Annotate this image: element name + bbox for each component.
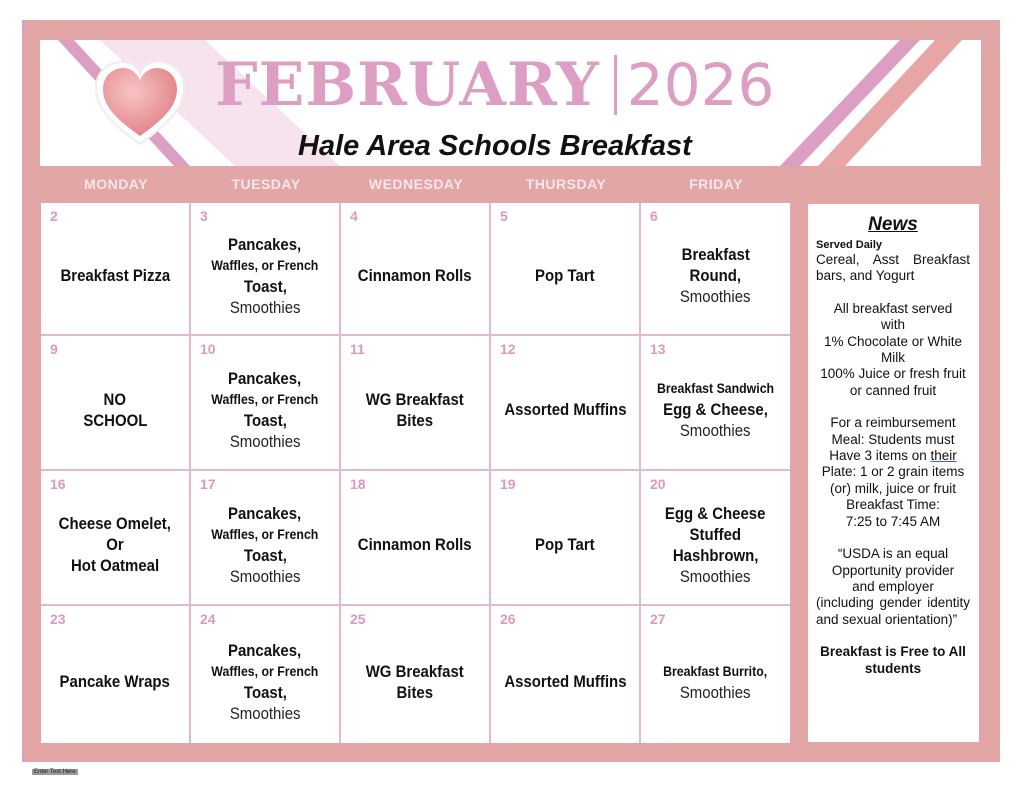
menu-item-line: Pancakes, xyxy=(228,503,302,523)
reimbursement-line-3: Have 3 items on their xyxy=(829,448,957,464)
reimbursement-line-1: For a reimbursement xyxy=(830,415,956,431)
day-header-thursday: THURSDAY xyxy=(525,176,607,192)
menu-item-line: Pop Tart xyxy=(535,535,595,554)
breakfast-time-label: Breakfast Time: xyxy=(846,497,940,513)
day-cell xyxy=(491,606,641,743)
day-cell xyxy=(641,336,790,471)
day-number: 13 xyxy=(650,341,666,357)
menu-item-line: Assorted Muffins xyxy=(503,672,627,691)
menu-item-line: Or xyxy=(106,535,124,554)
menu-text xyxy=(191,223,339,328)
menu-sub-line: Smoothies xyxy=(680,421,751,440)
day-number: 24 xyxy=(200,611,216,627)
menu-text xyxy=(341,491,489,598)
day-header-wednesday: WEDNESDAY xyxy=(368,176,464,192)
day-number: 9 xyxy=(50,341,58,357)
calendar-subtitle: Hale Area Schools Breakfast xyxy=(298,130,692,162)
menu-text xyxy=(41,356,189,463)
usda-line-4: (including gender identity and sexual orientation)” xyxy=(816,595,970,627)
menu-item-line: Hashbrown, xyxy=(672,545,759,565)
menu-text xyxy=(191,626,339,737)
menu-text xyxy=(191,356,339,463)
menu-item-line: Bites xyxy=(396,410,434,430)
day-number: 26 xyxy=(500,611,516,627)
day-header-monday: MONDAY xyxy=(84,176,148,192)
menu-item-line: Egg & Cheese xyxy=(665,503,766,523)
menu-sub-line: Smoothies xyxy=(229,566,301,586)
menu-text xyxy=(41,223,189,328)
menu-text xyxy=(491,356,639,463)
day-number: 27 xyxy=(650,611,666,627)
menu-text xyxy=(641,356,790,463)
menu-item-line: SCHOOL xyxy=(82,410,147,430)
usda-line-1: “USDA is an equal xyxy=(837,546,949,562)
day-cell xyxy=(491,203,641,336)
menu-item-line: Cinnamon Rolls xyxy=(358,535,472,554)
menu-text xyxy=(641,626,790,737)
reimbursement-line-4: Plate: 1 or 2 grain items xyxy=(821,464,965,480)
menu-text xyxy=(41,626,189,737)
menu-item-line: Assorted Muffins xyxy=(503,400,627,419)
day-cell xyxy=(191,203,341,336)
title-row xyxy=(215,50,774,120)
reimbursement-line-2: Meal: Students must xyxy=(831,431,955,447)
day-number: 2 xyxy=(50,208,58,224)
menu-item-line: Waffles, or French xyxy=(211,525,319,542)
menu-item-line: Waffles, or French xyxy=(211,256,319,273)
menu-sub-line: Smoothies xyxy=(680,566,751,586)
day-header-friday: FRIDAY xyxy=(689,176,743,192)
heart-icon xyxy=(92,56,188,152)
menu-text xyxy=(491,491,639,598)
title-separator xyxy=(614,55,617,115)
menu-item-line: Waffles, or French xyxy=(211,390,319,407)
year-title: 2026 xyxy=(626,51,775,119)
milk-line-1: 1% Chocolate or White xyxy=(823,333,963,349)
day-cell xyxy=(191,471,341,606)
breakfast-time-value: 7:25 to 7:45 AM xyxy=(845,513,941,529)
served-daily-label: Served Daily xyxy=(816,239,883,251)
menu-sub-line: Smoothies xyxy=(680,287,751,306)
menu-item-line: Round, xyxy=(689,266,742,285)
menu-item-line: Pancake Wraps xyxy=(59,672,171,691)
menu-item-line: WG Breakfast xyxy=(365,389,465,409)
day-cell xyxy=(41,336,191,471)
day-number: 12 xyxy=(500,341,516,357)
day-cell xyxy=(191,606,341,743)
footer-placeholder-text[interactable]: Enter Text Here xyxy=(34,769,76,775)
day-cell xyxy=(41,203,191,336)
menu-sub-line: Smoothies xyxy=(229,431,301,451)
day-number: 5 xyxy=(500,208,508,224)
menu-item-line: Pancakes, xyxy=(228,640,302,660)
day-cell xyxy=(491,471,641,606)
day-cell xyxy=(641,471,790,606)
day-cell xyxy=(341,606,491,743)
usda-line-3: and employer xyxy=(852,578,934,594)
menu-text xyxy=(191,491,339,598)
menu-text xyxy=(341,223,489,328)
menu-text xyxy=(41,491,189,598)
day-number: 11 xyxy=(350,341,365,357)
menu-item-line: Toast, xyxy=(243,410,287,430)
menu-item-line: Breakfast Sandwich xyxy=(656,380,775,396)
menu-item-line: Toast, xyxy=(243,545,287,565)
calendar-grid xyxy=(41,203,790,743)
milk-line-2: Milk xyxy=(881,350,905,366)
day-cell xyxy=(641,203,790,336)
all-served-line-2: with xyxy=(880,317,905,333)
menu-text xyxy=(341,356,489,463)
day-number: 19 xyxy=(500,476,516,492)
news-panel xyxy=(808,204,979,742)
menu-item-line: Pancakes, xyxy=(228,368,302,388)
day-number: 23 xyxy=(50,611,66,627)
day-header-tuesday: TUESDAY xyxy=(231,176,301,192)
day-cell xyxy=(341,471,491,606)
day-number: 6 xyxy=(650,208,658,224)
usda-line-2: Opportunity provider xyxy=(831,562,955,578)
menu-text xyxy=(491,626,639,737)
day-number: 17 xyxy=(200,476,216,492)
menu-item-line: Cheese Omelet, xyxy=(58,514,172,533)
all-served-line-1: All breakfast served xyxy=(833,300,953,316)
menu-text xyxy=(341,626,489,737)
menu-item-line: Egg & Cheese, xyxy=(663,400,768,419)
menu-text xyxy=(491,223,639,328)
reimbursement-line-5: (or) milk, juice or fruit xyxy=(829,480,956,496)
menu-sub-line: Smoothies xyxy=(680,682,751,702)
menu-item-line: Toast, xyxy=(243,682,287,702)
day-number: 25 xyxy=(350,611,366,627)
menu-item-line: Toast, xyxy=(243,276,287,296)
day-number: 10 xyxy=(200,341,216,357)
juice-text: 100% Juice or fresh fruit or canned fruit xyxy=(820,366,966,398)
day-number: 16 xyxy=(50,476,66,492)
menu-item-line: Breakfast Burrito, xyxy=(663,662,768,679)
menu-item-line: Waffles, or French xyxy=(211,662,319,679)
day-cell xyxy=(341,203,491,336)
menu-item-line: WG Breakfast xyxy=(365,661,465,681)
free-breakfast-note: Breakfast is Free to All students xyxy=(820,644,966,676)
menu-item-line: Pancakes, xyxy=(228,234,302,254)
menu-item-line: Pop Tart xyxy=(535,266,595,285)
menu-item-line: Breakfast Pizza xyxy=(60,266,170,285)
menu-item-line: Cinnamon Rolls xyxy=(358,266,472,285)
day-cell xyxy=(41,606,191,743)
menu-item-line: Bites xyxy=(396,682,434,702)
day-cell xyxy=(191,336,341,471)
day-number: 18 xyxy=(350,476,366,492)
day-cell xyxy=(641,606,790,743)
day-cell xyxy=(41,471,191,606)
menu-item-line: NO xyxy=(103,389,127,409)
menu-item-line: Hot Oatmeal xyxy=(70,556,160,575)
month-title: FEBRUARY xyxy=(215,50,600,120)
menu-text xyxy=(641,223,790,328)
calendar-header xyxy=(40,40,981,166)
day-cell xyxy=(341,336,491,471)
day-number: 4 xyxy=(350,208,358,224)
menu-item-line: Stuffed xyxy=(689,524,742,544)
day-number: 3 xyxy=(200,208,208,224)
menu-sub-line: Smoothies xyxy=(229,703,301,723)
day-cell xyxy=(491,336,641,471)
menu-text xyxy=(641,491,790,598)
daily-items-text: Cereal, Asst Breakfast bars, and Yogurt xyxy=(816,252,970,284)
menu-sub-line: Smoothies xyxy=(229,297,301,317)
news-title: News xyxy=(868,214,918,235)
day-number: 20 xyxy=(650,476,666,492)
menu-item-line: Breakfast xyxy=(681,245,750,264)
